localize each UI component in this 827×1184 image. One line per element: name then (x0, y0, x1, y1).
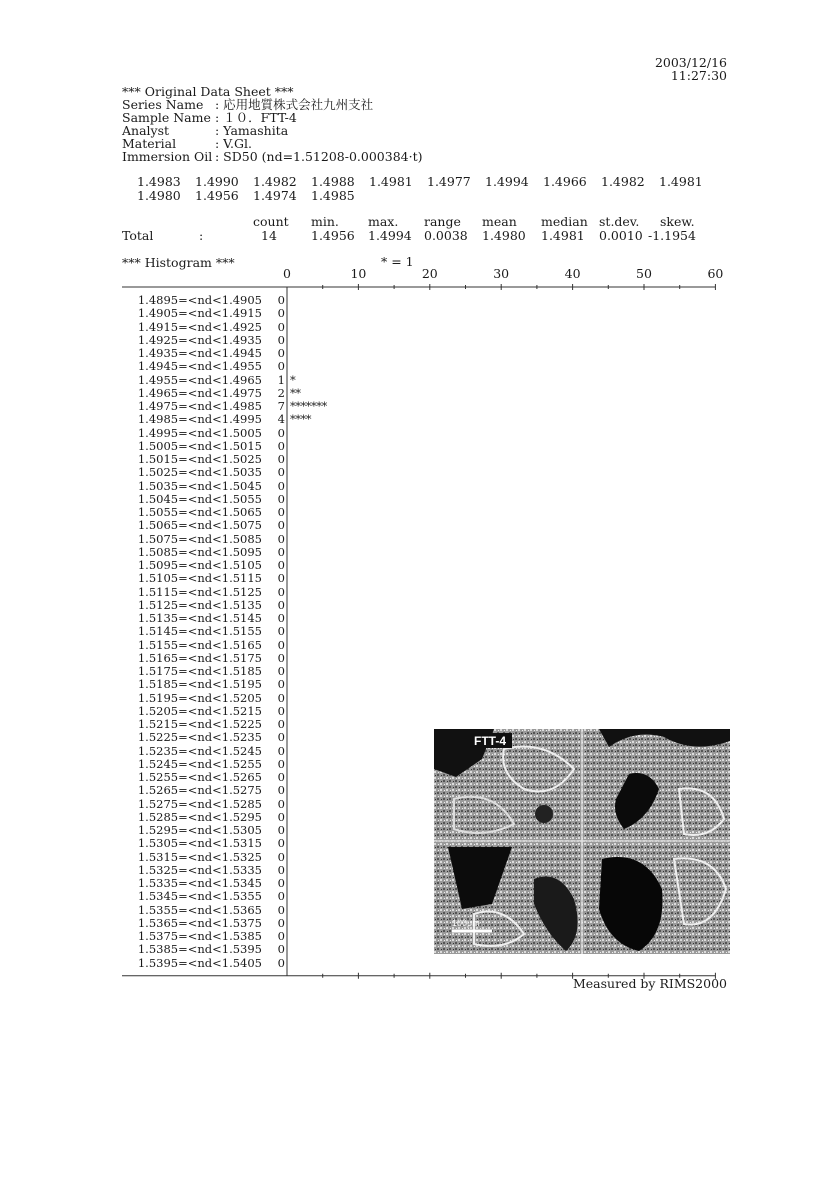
bin-count: 0 (277, 452, 285, 466)
bin-range: 1.5375=<nd<1.5385 (137, 929, 262, 943)
stats-header: range (424, 214, 461, 229)
bin-count: 1 (277, 372, 285, 387)
bin-range: 1.5015=<nd<1.5025 (137, 452, 262, 466)
bin-range: 1.5215=<nd<1.5225 (137, 717, 262, 731)
bin-range: 1.5145=<nd<1.5155 (137, 624, 262, 639)
measurement-value: 1.4990 (195, 174, 239, 189)
field-label: Material (122, 136, 196, 151)
bin-range: 1.5315=<nd<1.5325 (137, 849, 262, 864)
field-label: Immersion Oil (122, 149, 213, 164)
measurement-value: 1.4983 (137, 174, 181, 189)
measurement-value: 1.4977 (427, 174, 471, 189)
bin-count: 0 (277, 664, 285, 678)
bin-count: 0 (277, 293, 285, 307)
bin-range: 1.5035=<nd<1.5045 (137, 478, 262, 493)
bin-range: 1.4895=<nd<1.4905 (137, 293, 262, 307)
measurement-value: 1.4956 (195, 188, 239, 203)
bin-range: 1.5235=<nd<1.5245 (137, 743, 262, 758)
measurement-value: 1.4980 (137, 188, 181, 203)
bin-count: 0 (277, 730, 285, 745)
stats-value: -1.1954 (648, 228, 696, 243)
bin-range: 1.5325=<nd<1.5335 (137, 862, 262, 877)
bin-range: 1.5095=<nd<1.5105 (137, 558, 262, 572)
bin-count: 0 (277, 558, 285, 572)
bin-count: 0 (277, 809, 285, 824)
bin-count: 0 (277, 677, 285, 692)
bin-count: 0 (277, 584, 285, 599)
axis-tick-label: 30 (493, 266, 510, 281)
bin-count: 0 (277, 571, 285, 586)
bin-count: 0 (277, 889, 285, 904)
bin-count: 0 (277, 690, 285, 705)
bin-bar: * (290, 372, 296, 387)
bin-range: 1.5195=<nd<1.5205 (137, 690, 262, 705)
bin-count: 0 (277, 319, 285, 334)
field-label: Sample Name (122, 110, 219, 125)
stats-header: skew. (660, 214, 695, 229)
bin-count: 0 (277, 544, 285, 559)
bin-count: 0 (277, 876, 285, 890)
bin-range: 1.4935=<nd<1.4945 (137, 346, 262, 360)
stats-value: 14 (261, 228, 277, 243)
axis-tick-label: 20 (421, 266, 438, 281)
measurement-value: 1.4982 (253, 174, 297, 189)
bin-range: 1.5055=<nd<1.5065 (137, 505, 262, 519)
histogram-title: *** Histogram *** (122, 255, 235, 270)
bin-count: 0 (277, 955, 285, 970)
bin-count: 0 (277, 425, 285, 440)
bin-range: 1.4985=<nd<1.4995 (137, 412, 262, 427)
bin-range: 1.5305=<nd<1.5315 (137, 836, 262, 851)
stats-header: count (253, 214, 289, 229)
bin-count: 0 (277, 929, 285, 943)
bin-range: 1.5125=<nd<1.5135 (137, 597, 262, 612)
photo-label: FTT-4 (474, 734, 506, 748)
print-time: 11:27:30 (670, 68, 727, 83)
axis-tick-label: 50 (636, 266, 652, 281)
bin-count: 4 (277, 412, 285, 427)
bin-range: 1.5275=<nd<1.5285 (137, 796, 262, 811)
bin-count: 0 (277, 478, 285, 493)
bin-range: 1.5285=<nd<1.5295 (137, 809, 262, 824)
bin-bar: **** (290, 412, 311, 427)
bin-range: 1.5105=<nd<1.5115 (137, 571, 262, 586)
field-label: Series Name (122, 97, 212, 112)
axis-tick-label: 10 (350, 266, 367, 281)
bin-range: 1.5065=<nd<1.5075 (137, 518, 262, 533)
bin-range: 1.4965=<nd<1.4975 (137, 385, 262, 400)
measurement-value: 1.4981 (369, 174, 413, 189)
bin-count: 0 (277, 531, 285, 546)
bin-count: 0 (277, 624, 285, 639)
bin-range: 1.5225=<nd<1.5235 (137, 730, 262, 745)
bin-count: 0 (277, 717, 285, 731)
bin-count: 0 (277, 491, 285, 506)
bin-count: 2 (277, 385, 285, 400)
stats-value: 0.0010 (599, 228, 643, 243)
stats-value: 1.4956 (311, 228, 355, 243)
bin-count: 0 (277, 505, 285, 519)
stats-header: median (541, 214, 588, 229)
bin-count: 7 (277, 399, 285, 413)
photomicrograph (434, 729, 730, 954)
bin-range: 1.5335=<nd<1.5345 (137, 876, 262, 890)
bin-count: 0 (277, 650, 285, 665)
bin-range: 1.4955=<nd<1.4965 (137, 372, 262, 387)
bin-range: 1.5155=<nd<1.5165 (137, 637, 262, 652)
bin-count: 0 (277, 836, 285, 851)
bin-range: 1.5135=<nd<1.5145 (137, 611, 262, 625)
stats-row-label: Total (122, 228, 154, 243)
measurement-value: 1.4966 (543, 174, 587, 189)
bin-count: 0 (277, 359, 285, 374)
sheet-title: *** Original Data Sheet *** (122, 84, 294, 99)
bin-bar: ** (290, 385, 301, 400)
bin-count: 0 (277, 942, 285, 957)
field-value: : SD50 (nd=1.51208-0.000384·t) (215, 149, 423, 164)
photo-scale-bar: 100μm (452, 918, 480, 928)
bin-range: 1.5295=<nd<1.5305 (137, 823, 262, 837)
stats-value: 0.0038 (424, 228, 468, 243)
bin-range: 1.5385=<nd<1.5395 (137, 942, 262, 957)
bin-count: 0 (277, 438, 285, 453)
bin-range: 1.4915=<nd<1.4925 (137, 319, 262, 334)
bin-range: 1.4945=<nd<1.4955 (137, 359, 262, 374)
measurement-value: 1.4988 (311, 174, 355, 189)
measurement-value: 1.4982 (601, 174, 645, 189)
bin-range: 1.4925=<nd<1.4935 (137, 332, 262, 347)
bin-count: 0 (277, 306, 285, 321)
bin-range: 1.5075=<nd<1.5085 (137, 531, 262, 546)
bin-range: 1.5025=<nd<1.5035 (137, 465, 262, 480)
field-value: : 応用地質株式会社九州支社 (215, 97, 374, 112)
bin-range: 1.5205=<nd<1.5215 (137, 703, 262, 718)
stats-value: 1.4981 (541, 228, 585, 243)
bin-range: 1.5005=<nd<1.5015 (137, 438, 262, 453)
measurement-value: 1.4974 (253, 188, 297, 203)
bin-range: 1.5175=<nd<1.5185 (137, 664, 262, 678)
bin-count: 0 (277, 743, 285, 758)
measurement-value: 1.4981 (659, 174, 703, 189)
axis-tick-label: 0 (283, 266, 291, 281)
bin-count: 0 (277, 823, 285, 837)
bin-range: 1.5255=<nd<1.5265 (137, 770, 262, 784)
measurement-value: 1.4985 (311, 188, 355, 203)
measurement-value: 1.4994 (485, 174, 529, 189)
axis-tick-label: 40 (564, 266, 581, 281)
footer-note: Measured by RIMS2000 (572, 976, 727, 991)
axis-tick-label: 60 (707, 266, 724, 281)
bin-bar: ******* (290, 399, 327, 413)
bin-range: 1.5115=<nd<1.5125 (137, 584, 262, 599)
bin-range: 1.4995=<nd<1.5005 (137, 425, 262, 440)
field-label: Analyst (122, 123, 193, 138)
bin-count: 0 (277, 756, 285, 771)
bin-count: 0 (277, 796, 285, 811)
bin-count: 0 (277, 770, 285, 784)
bin-count: 0 (277, 637, 285, 652)
bin-count: 0 (277, 783, 285, 798)
stats-value: 1.4980 (482, 228, 526, 243)
stats-value: 1.4994 (368, 228, 412, 243)
bin-count: 0 (277, 518, 285, 533)
bin-count: 0 (277, 915, 285, 930)
bin-count: 0 (277, 703, 285, 718)
bin-count: 0 (277, 902, 285, 917)
bin-range: 1.5355=<nd<1.5365 (137, 902, 262, 917)
stats-header: max. (368, 214, 399, 229)
bin-count: 0 (277, 597, 285, 612)
bin-range: 1.5395=<nd<1.5405 (137, 955, 262, 970)
bin-count: 0 (277, 346, 285, 360)
print-date: 2003/12/16 (654, 55, 727, 70)
bin-range: 1.5185=<nd<1.5195 (137, 677, 262, 692)
stats-header: min. (311, 214, 339, 229)
bin-range: 1.5365=<nd<1.5375 (137, 915, 262, 930)
bin-range: 1.4905=<nd<1.4915 (137, 306, 262, 321)
bin-range: 1.5345=<nd<1.5355 (137, 889, 262, 904)
bin-count: 0 (277, 849, 285, 864)
bin-range: 1.5165=<nd<1.5175 (137, 650, 262, 665)
field-value: : Yamashita (215, 123, 289, 138)
bin-range: 1.5045=<nd<1.5055 (137, 491, 262, 506)
bin-range: 1.5085=<nd<1.5095 (137, 544, 262, 559)
bin-range: 1.4975=<nd<1.4985 (137, 399, 262, 413)
bin-count: 0 (277, 465, 285, 480)
field-value: : V.Gl. (215, 136, 252, 151)
field-value: : １０．FTT-4 (215, 110, 297, 125)
bin-range: 1.5245=<nd<1.5255 (137, 756, 262, 771)
stats-header: st.dev. (599, 214, 640, 229)
bin-count: 0 (277, 332, 285, 347)
histogram-scale-note: * = 1 (381, 254, 414, 269)
stats-header: mean (482, 214, 517, 229)
bin-range: 1.5265=<nd<1.5275 (137, 783, 262, 798)
stats-row-sep: : (199, 228, 204, 243)
bin-count: 0 (277, 611, 285, 625)
bin-count: 0 (277, 862, 285, 877)
